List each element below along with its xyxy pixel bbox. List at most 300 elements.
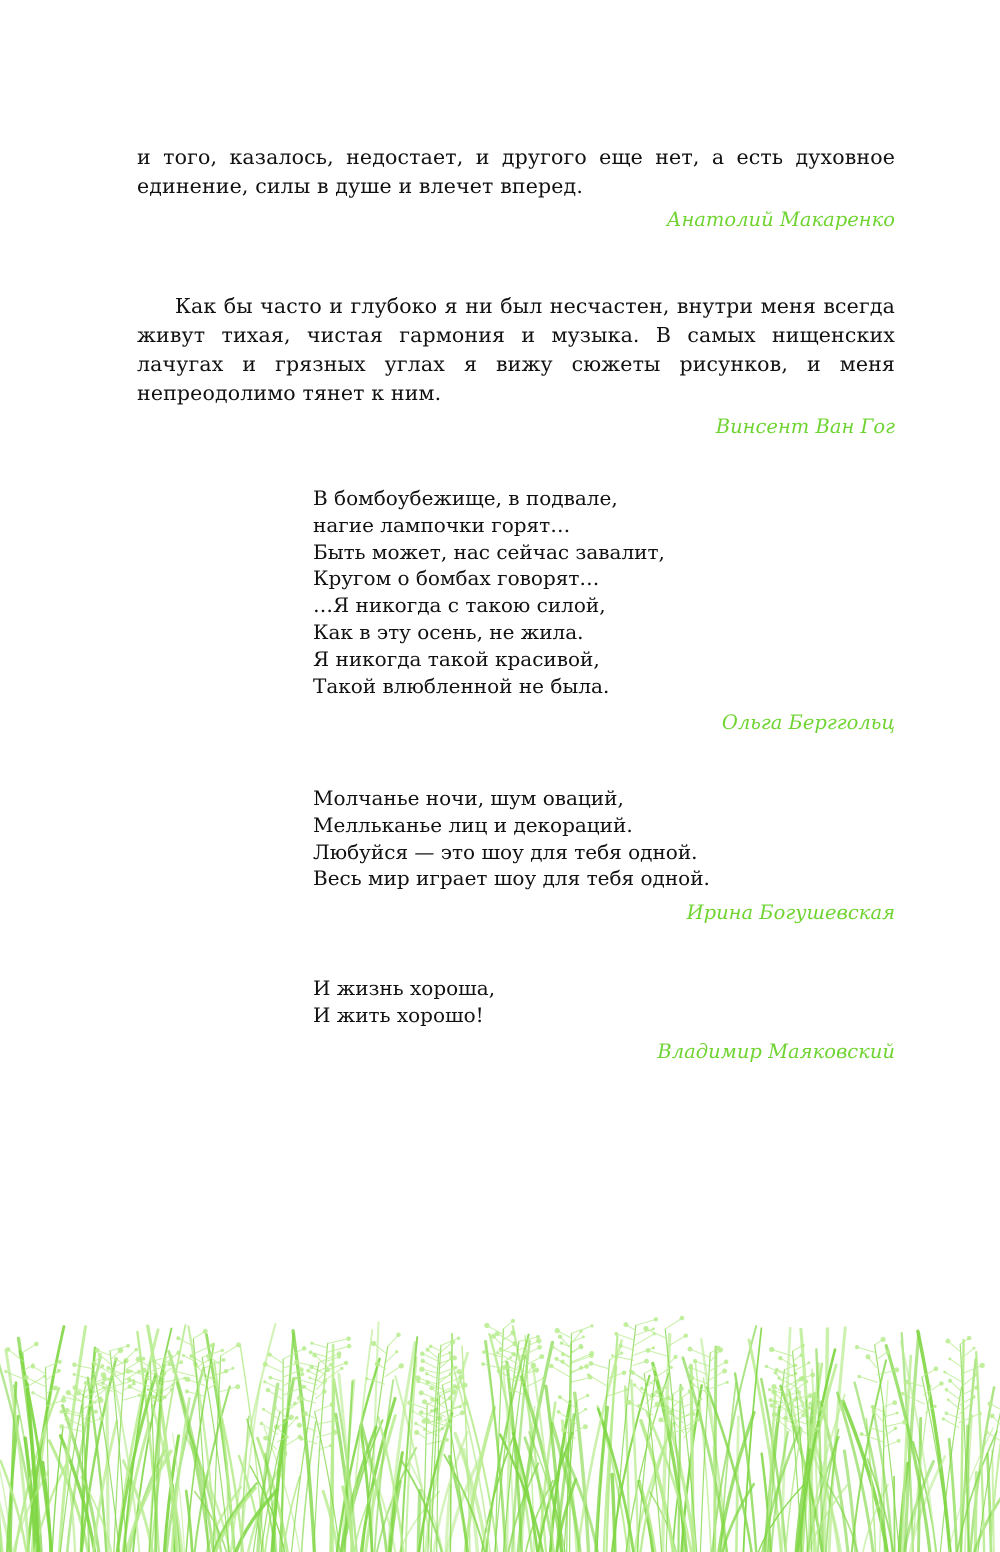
grass-blade bbox=[265, 1364, 283, 1372]
grass-seed bbox=[524, 1350, 527, 1353]
grass-seed bbox=[801, 1413, 805, 1417]
grass-seed bbox=[497, 1369, 502, 1374]
grass-seed bbox=[626, 1388, 629, 1391]
grass-seed bbox=[94, 1348, 99, 1353]
verse-line: Мелльканье лиц и декораций. bbox=[313, 812, 633, 837]
grass-seed bbox=[135, 1348, 138, 1351]
grass-seed bbox=[631, 1371, 635, 1375]
grass-seed bbox=[726, 1381, 729, 1384]
verse-line: Кругом о бомбах говорят… bbox=[313, 566, 600, 591]
grass-seed bbox=[448, 1396, 453, 1401]
grass-seed bbox=[344, 1361, 348, 1365]
grass-seed bbox=[147, 1388, 150, 1391]
grass-blade bbox=[387, 1352, 397, 1362]
grass-seed bbox=[619, 1344, 623, 1348]
grass-seed bbox=[214, 1382, 218, 1386]
grass-seed bbox=[426, 1348, 430, 1352]
grass-seed bbox=[73, 1385, 78, 1390]
grass-seed bbox=[945, 1412, 949, 1416]
grass-seed bbox=[371, 1341, 376, 1346]
grass-blade bbox=[616, 1334, 635, 1341]
grass-seed bbox=[306, 1369, 310, 1373]
grass-seed bbox=[414, 1422, 417, 1425]
grass-seed bbox=[262, 1408, 265, 1411]
grass-seed bbox=[152, 1359, 156, 1363]
grass-seed bbox=[588, 1375, 593, 1380]
grass-blade bbox=[571, 1354, 592, 1363]
grass-blade bbox=[423, 1404, 427, 1552]
grass-seed bbox=[395, 1350, 398, 1353]
grass-seed bbox=[560, 1341, 564, 1345]
grass-seed bbox=[58, 1360, 62, 1364]
grass-seed bbox=[294, 1360, 299, 1365]
grass-seed bbox=[973, 1347, 976, 1350]
grass-seed bbox=[346, 1336, 351, 1341]
grass-seed bbox=[537, 1345, 542, 1350]
grass-seed bbox=[399, 1363, 404, 1368]
grass-seed bbox=[934, 1366, 939, 1371]
grass-seed bbox=[798, 1391, 801, 1394]
grass-seed bbox=[539, 1354, 544, 1359]
grass-seed bbox=[584, 1408, 587, 1411]
grass-seed bbox=[295, 1416, 299, 1420]
grass-seed bbox=[423, 1428, 426, 1431]
grass-blade bbox=[438, 1368, 456, 1374]
grass-seed bbox=[111, 1371, 116, 1376]
quote-text: Как бы часто и глубоко я ни был несчастен, внутри меня всегда живут тихая, чистая гармония и музыка. В самых нищенских лачугах и грязных углах я вижу сюжеты рисунков, и меня непреодолимо тянет к ним. bbox=[137, 294, 895, 405]
grass-seed bbox=[136, 1357, 142, 1363]
grass-blade bbox=[441, 1353, 450, 1357]
quote-makarenko bbox=[137, 143, 895, 232]
grass-seed bbox=[549, 1364, 554, 1369]
grass-seed bbox=[289, 1415, 294, 1420]
grass-seed bbox=[948, 1379, 952, 1383]
grass-seed bbox=[644, 1359, 649, 1364]
grass-seed bbox=[697, 1406, 701, 1410]
grass-seed bbox=[266, 1388, 270, 1392]
grass-seed bbox=[132, 1382, 136, 1386]
grass-blade bbox=[591, 1364, 609, 1369]
grass-seed bbox=[679, 1386, 684, 1391]
grass-seed bbox=[934, 1405, 937, 1408]
grass-seed bbox=[640, 1387, 643, 1390]
grass-seed bbox=[582, 1335, 585, 1338]
grass-seed bbox=[495, 1331, 500, 1336]
grass-blade bbox=[571, 1356, 591, 1364]
grass-seed bbox=[819, 1416, 823, 1420]
verse-line: И жить хорошо! bbox=[313, 1002, 484, 1027]
grass-seed bbox=[452, 1356, 457, 1361]
grass-seed bbox=[24, 1375, 29, 1380]
verse bbox=[313, 785, 895, 892]
grass-seed bbox=[970, 1402, 973, 1405]
grass-seed bbox=[151, 1395, 156, 1400]
grass-seed bbox=[221, 1349, 224, 1352]
grass-seed bbox=[990, 1414, 995, 1419]
grass-seed bbox=[691, 1412, 695, 1416]
grass-blade bbox=[440, 1359, 450, 1368]
grass-seed bbox=[332, 1430, 337, 1435]
grass-blade bbox=[621, 1346, 635, 1351]
grass-blade bbox=[950, 1381, 961, 1391]
grass-seed bbox=[57, 1369, 61, 1373]
quote-author: Владимир Маяковский bbox=[657, 1039, 895, 1063]
grass-seed bbox=[138, 1394, 141, 1397]
grass-seed bbox=[561, 1352, 565, 1356]
grass-seed bbox=[236, 1342, 241, 1347]
grass-blade bbox=[859, 1377, 877, 1383]
grass-seed bbox=[484, 1323, 489, 1328]
verse bbox=[313, 975, 895, 1029]
grass-blade bbox=[333, 1345, 334, 1552]
grass-blade bbox=[780, 1358, 793, 1366]
grass-seed bbox=[590, 1324, 593, 1327]
grass-seed bbox=[285, 1435, 289, 1439]
grass-blade bbox=[450, 1334, 452, 1552]
grass-seed bbox=[872, 1409, 877, 1414]
grass-seed bbox=[722, 1369, 727, 1374]
grass-seed bbox=[53, 1385, 58, 1390]
grass-seed bbox=[509, 1356, 512, 1359]
quote-author: Ольга Берггольц bbox=[721, 711, 895, 735]
grass-seed bbox=[652, 1366, 657, 1371]
grass-seed bbox=[268, 1376, 272, 1380]
grass-seed bbox=[509, 1387, 514, 1392]
grass-blade bbox=[695, 1361, 710, 1366]
grass-seed bbox=[102, 1376, 107, 1381]
grass-seed bbox=[557, 1410, 561, 1414]
grass-seed bbox=[652, 1327, 655, 1330]
grass-blade bbox=[894, 1477, 895, 1552]
grass-blade bbox=[312, 1343, 328, 1348]
grass-seed bbox=[127, 1377, 131, 1381]
grass-blade bbox=[634, 1334, 654, 1345]
grass-seed bbox=[222, 1358, 226, 1362]
grass-seed bbox=[463, 1401, 468, 1406]
grass-seed bbox=[584, 1364, 589, 1369]
grass-blade bbox=[283, 1348, 304, 1359]
grass-seed bbox=[652, 1346, 655, 1349]
grass-blade bbox=[327, 1346, 349, 1352]
grass-blade bbox=[385, 1366, 401, 1377]
grass-seed bbox=[897, 1439, 901, 1443]
grass-seed bbox=[679, 1397, 683, 1401]
grass-seed bbox=[419, 1367, 424, 1372]
grass-seed bbox=[688, 1365, 693, 1370]
grass-seed bbox=[589, 1354, 593, 1358]
grass-seed bbox=[810, 1373, 815, 1378]
grass-blade bbox=[439, 1407, 460, 1414]
grass-blade bbox=[328, 1339, 349, 1344]
grass-seed bbox=[947, 1398, 950, 1401]
quote-van-gogh bbox=[137, 292, 895, 439]
grass-seed bbox=[505, 1364, 510, 1369]
grass-blade bbox=[636, 1319, 656, 1325]
grass-seed bbox=[419, 1410, 424, 1415]
grass-seed bbox=[771, 1384, 776, 1389]
grass-seed bbox=[765, 1365, 768, 1368]
grass-seed bbox=[663, 1385, 667, 1389]
grass-blade bbox=[577, 1396, 588, 1401]
grass-blade bbox=[427, 1374, 438, 1379]
grass-seed bbox=[560, 1360, 564, 1364]
grass-seed bbox=[555, 1328, 560, 1333]
grass-blade bbox=[857, 1347, 875, 1352]
grass-seed bbox=[93, 1362, 97, 1366]
grass-seed bbox=[583, 1424, 588, 1429]
grass-seed bbox=[61, 1398, 66, 1403]
verse-line: Любуйся — это шоу для тебя одной. bbox=[313, 839, 698, 864]
grass-seed bbox=[783, 1416, 788, 1421]
grass-blade bbox=[709, 1382, 727, 1389]
grass-seed bbox=[183, 1377, 186, 1380]
grass-seed bbox=[799, 1353, 803, 1357]
grass-blade bbox=[74, 1365, 92, 1369]
grass-blade bbox=[100, 1355, 111, 1365]
grass-blade bbox=[416, 1424, 427, 1430]
grass-blade bbox=[883, 1422, 904, 1427]
grass-seed bbox=[801, 1344, 805, 1348]
grass-seed bbox=[335, 1419, 338, 1422]
grass-seed bbox=[688, 1389, 693, 1394]
grass-seed bbox=[820, 1407, 825, 1412]
grass-seed bbox=[84, 1381, 88, 1385]
verse-line: Весь мир играет шоу для тебя одной. bbox=[313, 866, 710, 891]
grass-seed bbox=[942, 1417, 945, 1420]
grass-seed bbox=[988, 1401, 993, 1406]
grass-blade bbox=[884, 1441, 899, 1447]
grass-seed bbox=[980, 1363, 985, 1368]
grass-seed bbox=[855, 1345, 859, 1349]
grass-seed bbox=[658, 1417, 663, 1422]
grass-seed bbox=[260, 1422, 264, 1426]
grass-seed bbox=[310, 1342, 313, 1345]
grass-seed bbox=[168, 1361, 173, 1366]
grass-seed bbox=[130, 1370, 133, 1373]
grass-blade bbox=[992, 1450, 994, 1552]
grass-seed bbox=[429, 1386, 433, 1390]
grass-seed bbox=[881, 1337, 886, 1342]
grass-seed bbox=[303, 1411, 308, 1416]
grass-seed bbox=[301, 1385, 305, 1389]
grass-seed bbox=[978, 1412, 982, 1416]
grass-seed bbox=[454, 1366, 457, 1369]
grass-seed bbox=[268, 1353, 272, 1357]
grass-seed bbox=[614, 1332, 618, 1336]
grass-blade bbox=[270, 1378, 283, 1382]
grass-seed bbox=[626, 1400, 631, 1405]
grass-seed bbox=[101, 1381, 105, 1385]
grass-blade bbox=[945, 1372, 962, 1382]
grass-seed bbox=[430, 1409, 434, 1413]
grass-blade bbox=[125, 1350, 136, 1360]
grass-seed bbox=[892, 1400, 897, 1405]
grass-seed bbox=[176, 1351, 180, 1355]
grass-seed bbox=[589, 1361, 594, 1366]
grass-seed bbox=[460, 1410, 465, 1415]
grass-seed bbox=[699, 1397, 702, 1400]
grass-seed bbox=[340, 1367, 343, 1370]
grass-blade bbox=[315, 1405, 333, 1412]
grass-seed bbox=[579, 1330, 582, 1333]
grass-seed bbox=[462, 1383, 467, 1388]
grass-seed bbox=[312, 1353, 317, 1358]
grass-seed bbox=[724, 1360, 729, 1365]
grass-seed bbox=[422, 1418, 427, 1423]
grass-seed bbox=[448, 1415, 452, 1419]
grass-seed bbox=[534, 1368, 539, 1373]
grass-seed bbox=[207, 1359, 210, 1362]
grass-seed bbox=[939, 1381, 944, 1386]
grass-seed bbox=[901, 1392, 905, 1396]
grass-seed bbox=[769, 1403, 773, 1407]
grass-seed bbox=[185, 1389, 189, 1393]
grass-blade bbox=[678, 1385, 680, 1552]
grass-seed bbox=[235, 1384, 240, 1389]
grass-seed bbox=[325, 1367, 330, 1372]
grass-blade bbox=[270, 1355, 284, 1364]
grass-seed bbox=[622, 1371, 627, 1376]
grass-seed bbox=[396, 1333, 401, 1338]
grass-blade bbox=[483, 1364, 502, 1368]
grass-seed bbox=[773, 1400, 777, 1404]
quote-author: Ирина Богушевская bbox=[686, 901, 895, 925]
quote-berggolts bbox=[137, 485, 895, 735]
grass-seed bbox=[680, 1316, 685, 1321]
grass-seed bbox=[99, 1416, 104, 1421]
grass-seed bbox=[451, 1390, 456, 1395]
grass-seed bbox=[552, 1346, 555, 1349]
grass-icon bbox=[0, 1312, 1000, 1552]
grass-blade bbox=[124, 1395, 140, 1400]
quote-bogushevskaya bbox=[137, 785, 895, 925]
grass-seed bbox=[536, 1338, 541, 1343]
grass-seed bbox=[513, 1375, 517, 1379]
grass-seed bbox=[971, 1395, 975, 1399]
grass-seed bbox=[263, 1362, 268, 1367]
verse-line: Быть может, нас сейчас завалит, bbox=[313, 539, 665, 564]
grass-layer bbox=[0, 1316, 1000, 1552]
grass-seed bbox=[446, 1422, 450, 1426]
grass-seed bbox=[542, 1377, 545, 1380]
grass-seed bbox=[118, 1348, 124, 1354]
grass-seed bbox=[637, 1404, 640, 1407]
grass-blade bbox=[418, 1491, 420, 1552]
grass-blade bbox=[648, 1350, 667, 1356]
grass-seed bbox=[579, 1344, 584, 1349]
grass-seed bbox=[771, 1389, 776, 1394]
grass-seed bbox=[106, 1366, 110, 1370]
grass-seed bbox=[415, 1375, 421, 1381]
quote-author: Винсент Ван Гог bbox=[715, 415, 895, 438]
grass-seed bbox=[273, 1405, 277, 1409]
grass-seed bbox=[224, 1369, 228, 1373]
grass-blade bbox=[297, 1362, 319, 1367]
grass-blade bbox=[690, 1349, 710, 1357]
grass-seed bbox=[170, 1388, 174, 1392]
grass-seed bbox=[6, 1347, 11, 1352]
grass-seed bbox=[871, 1405, 875, 1409]
grass-seed bbox=[297, 1423, 302, 1428]
grass-seed bbox=[329, 1444, 332, 1447]
grass-seed bbox=[633, 1383, 636, 1386]
grass-seed bbox=[482, 1350, 486, 1354]
grass-seed bbox=[142, 1357, 146, 1361]
grass-seed bbox=[445, 1438, 449, 1442]
grass-seed bbox=[425, 1372, 428, 1375]
grass-seed bbox=[34, 1342, 39, 1347]
grass-seed bbox=[586, 1394, 589, 1397]
grass-blade bbox=[33, 1366, 46, 1374]
grass-seed bbox=[772, 1412, 777, 1417]
grass-seed bbox=[693, 1359, 697, 1363]
grass-seed bbox=[694, 1417, 699, 1422]
grass-seed bbox=[684, 1334, 688, 1338]
grass-seed bbox=[816, 1427, 820, 1431]
grass-seed bbox=[948, 1357, 951, 1360]
verse-line: Как в эту осень, не жила. bbox=[313, 619, 584, 644]
grass-seed bbox=[795, 1426, 799, 1430]
grass-seed bbox=[777, 1376, 780, 1379]
grass-seed bbox=[203, 1329, 208, 1334]
grass-seed bbox=[210, 1343, 215, 1348]
grass-seed bbox=[301, 1372, 305, 1376]
grass-seed bbox=[481, 1362, 485, 1366]
grass-seed bbox=[984, 1430, 988, 1434]
grass-seed bbox=[309, 1350, 313, 1354]
quote-mayakovsky bbox=[137, 975, 895, 1064]
grass-seed bbox=[896, 1412, 899, 1415]
grass-seed bbox=[299, 1367, 304, 1372]
grass-seed bbox=[807, 1361, 810, 1364]
verse-line: …Я никогда с такою силой, bbox=[313, 593, 606, 618]
grass-seed bbox=[643, 1326, 648, 1331]
grass-seed bbox=[623, 1322, 628, 1327]
grass-seed bbox=[302, 1346, 307, 1351]
grass-seed bbox=[611, 1354, 614, 1357]
grass-seed bbox=[531, 1363, 537, 1369]
grass-seed bbox=[945, 1388, 949, 1392]
grass-blade bbox=[570, 1377, 590, 1382]
grass-seed bbox=[775, 1368, 778, 1371]
grass-seed bbox=[72, 1362, 77, 1367]
grass-seed bbox=[654, 1317, 658, 1321]
grass-seed bbox=[646, 1348, 651, 1353]
grass-seed bbox=[98, 1398, 104, 1404]
grass-seed bbox=[943, 1371, 946, 1374]
grass-seed bbox=[128, 1384, 133, 1389]
grass-seed bbox=[176, 1336, 180, 1340]
grass-seed bbox=[171, 1383, 174, 1386]
grass-seed bbox=[146, 1377, 149, 1380]
grass-seed bbox=[869, 1426, 872, 1429]
grass-seed bbox=[886, 1350, 891, 1355]
grass-seed bbox=[31, 1364, 35, 1368]
grass-seed bbox=[558, 1395, 562, 1399]
grass-seed bbox=[126, 1344, 130, 1348]
grass-seed bbox=[179, 1360, 183, 1364]
grass-seed bbox=[511, 1352, 516, 1357]
grass-seed bbox=[323, 1379, 327, 1383]
grass-seed bbox=[974, 1385, 978, 1389]
grass-seed bbox=[857, 1375, 861, 1379]
grass-seed bbox=[308, 1377, 311, 1380]
grass-seed bbox=[794, 1364, 797, 1367]
grass-seed bbox=[579, 1366, 583, 1370]
grass-seed bbox=[65, 1417, 70, 1422]
grass-blade bbox=[777, 1370, 794, 1377]
verse-line: И жизнь хороша, bbox=[313, 976, 496, 1000]
